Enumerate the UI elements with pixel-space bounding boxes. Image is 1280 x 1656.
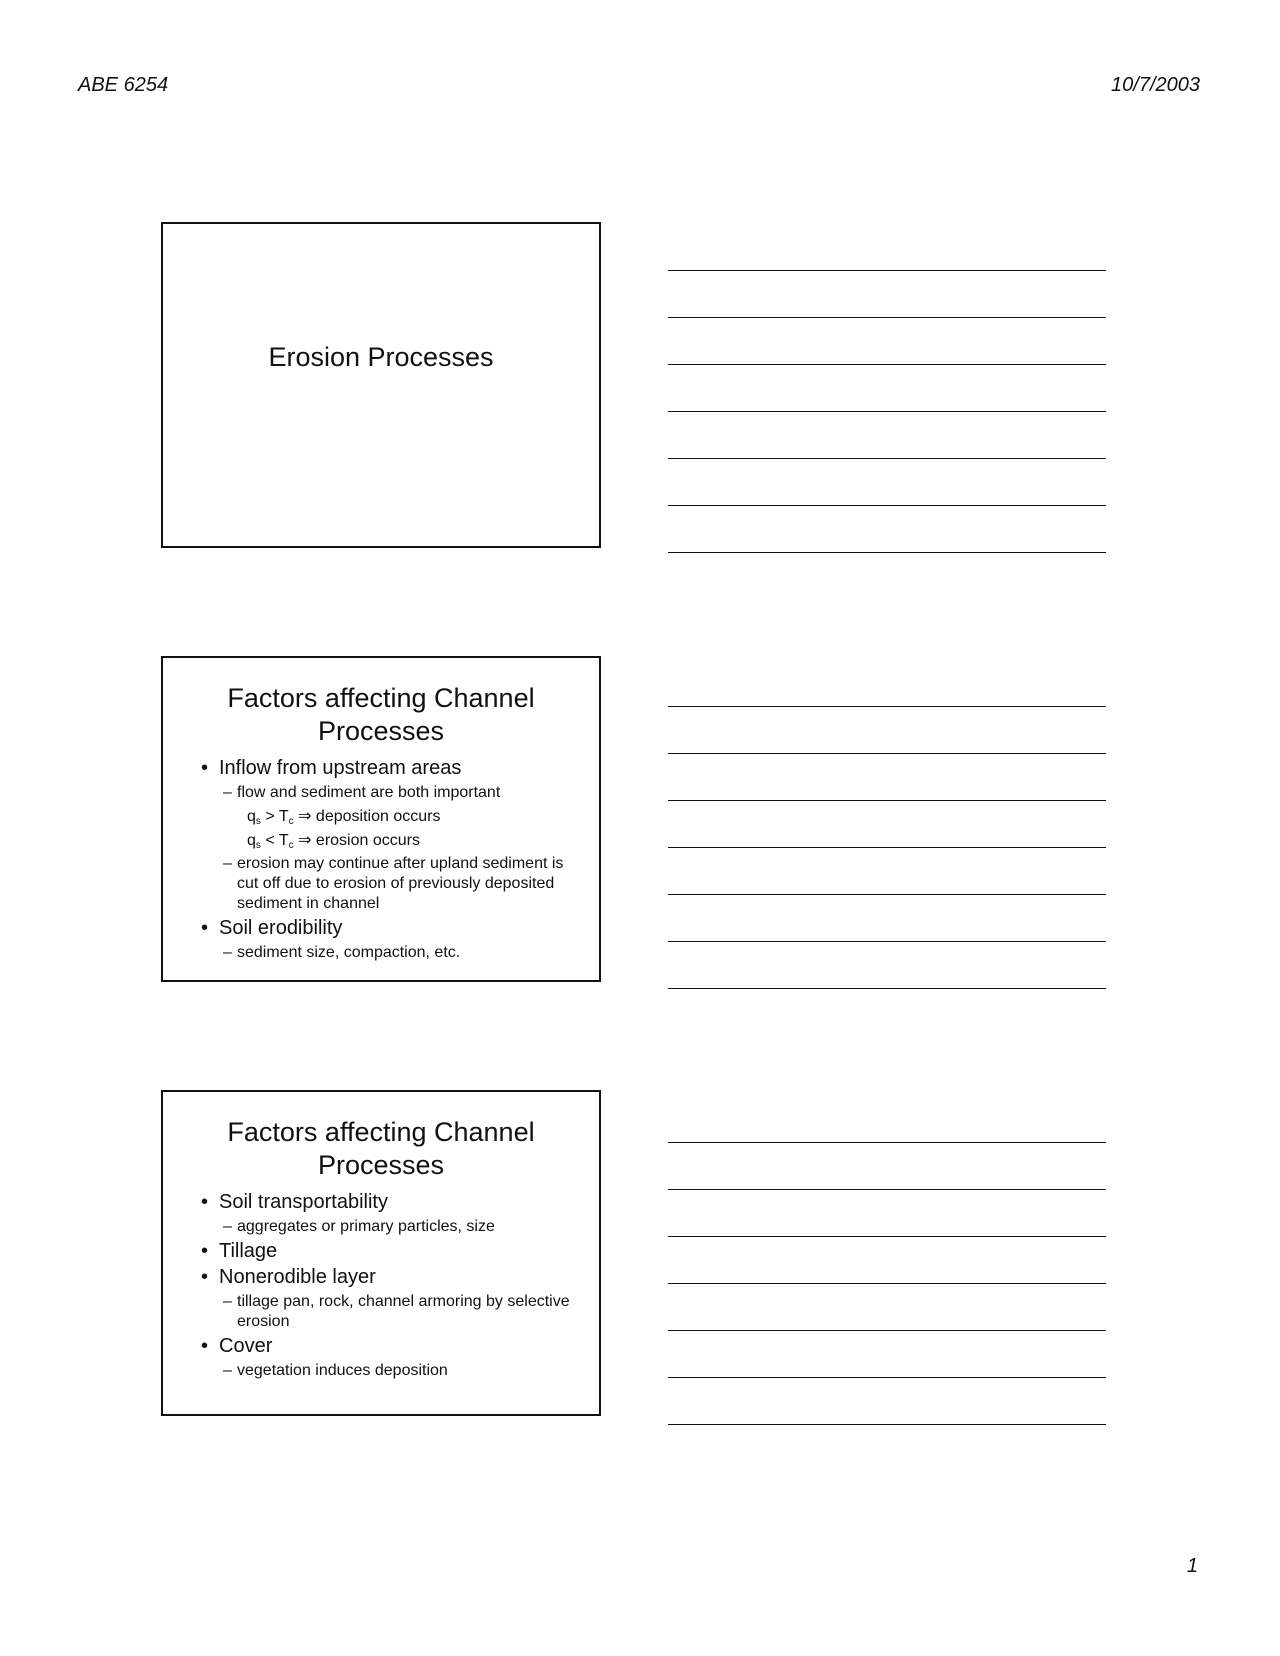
bullet-item bbox=[201, 1239, 585, 1263]
slide-3-title-line2: Processes bbox=[317, 1150, 445, 1180]
slide-2-content bbox=[163, 756, 599, 963]
bullet-text: Cover bbox=[219, 1335, 273, 1357]
note-line bbox=[668, 317, 1106, 318]
note-line bbox=[668, 847, 1106, 848]
bullet-item bbox=[201, 1190, 585, 1214]
sub-item bbox=[223, 1361, 585, 1381]
sub-item bbox=[223, 854, 585, 914]
bullet-icon: • bbox=[201, 1335, 209, 1357]
sub-item-text: erosion may continue after upland sediment is cut off due to erosion of previously deposited sediment in channel bbox=[237, 855, 564, 912]
slide-2 bbox=[161, 656, 601, 982]
note-line bbox=[668, 505, 1106, 506]
sub-item bbox=[223, 783, 585, 803]
note-line bbox=[668, 411, 1106, 412]
sub-item-text: aggregates or primary particles, size bbox=[237, 1218, 495, 1235]
slide-3-title bbox=[163, 1116, 599, 1182]
equation-q-subscript: s bbox=[255, 816, 261, 827]
note-line bbox=[668, 988, 1106, 989]
equation-result: ⇒ erosion occurs bbox=[293, 832, 420, 849]
dash-icon: – bbox=[223, 855, 232, 872]
slide-1-title: Erosion Processes bbox=[268, 342, 494, 372]
sub-item bbox=[223, 943, 585, 963]
slide-3-title-line1: Factors affecting Channel bbox=[227, 1117, 535, 1147]
handout-date: 10/7/2003 bbox=[1111, 74, 1200, 96]
equation-q: q bbox=[247, 808, 256, 825]
equation-t-subscript: c bbox=[288, 840, 294, 851]
dash-icon: – bbox=[223, 1293, 232, 1310]
slide-3 bbox=[161, 1090, 601, 1416]
slide-2-title-line1: Factors affecting Channel bbox=[227, 683, 535, 713]
note-line bbox=[668, 894, 1106, 895]
note-line bbox=[668, 552, 1106, 553]
note-line bbox=[668, 1142, 1106, 1143]
bullet-text: Nonerodible layer bbox=[219, 1266, 376, 1288]
bullet-item bbox=[201, 1334, 585, 1358]
sub-item-text: flow and sediment are both important bbox=[237, 784, 501, 801]
note-line bbox=[668, 1236, 1106, 1237]
bullet-text: Soil transportability bbox=[219, 1191, 388, 1213]
page-number: 1 bbox=[1186, 1555, 1198, 1577]
sub-item-text: tillage pan, rock, channel armoring by selective erosion bbox=[237, 1293, 570, 1330]
bullet-icon: • bbox=[201, 1191, 209, 1213]
note-line bbox=[668, 706, 1106, 707]
dash-icon: – bbox=[223, 1218, 232, 1235]
bullet-icon: • bbox=[201, 1266, 209, 1288]
note-line bbox=[668, 800, 1106, 801]
dash-icon: – bbox=[223, 944, 232, 961]
equation-q-subscript: s bbox=[255, 840, 261, 851]
note-line bbox=[668, 458, 1106, 459]
sub-item-text: vegetation induces deposition bbox=[237, 1362, 448, 1379]
equation-t-subscript: c bbox=[288, 816, 294, 827]
bullet-icon: • bbox=[201, 917, 209, 939]
equation-operator: > T bbox=[260, 808, 289, 825]
sub-item bbox=[223, 1292, 585, 1332]
bullet-icon: • bbox=[201, 757, 209, 779]
slide-2-title-line2: Processes bbox=[317, 716, 445, 746]
sub-item-text: sediment size, compaction, etc. bbox=[237, 944, 461, 961]
bullet-icon: • bbox=[201, 1240, 209, 1262]
note-line bbox=[668, 1424, 1106, 1425]
note-line bbox=[668, 364, 1106, 365]
equation-q: q bbox=[247, 832, 256, 849]
bullet-text: Soil erodibility bbox=[219, 917, 343, 939]
note-line bbox=[668, 1189, 1106, 1190]
slide-3-content bbox=[163, 1190, 599, 1381]
equation-deposition bbox=[247, 807, 585, 827]
note-line bbox=[668, 1330, 1106, 1331]
bullet-text: Tillage bbox=[219, 1240, 278, 1262]
note-line bbox=[668, 941, 1106, 942]
slide-2-title bbox=[163, 682, 599, 748]
bullet-item bbox=[201, 1265, 585, 1289]
slide-1 bbox=[161, 222, 601, 548]
course-code: ABE 6254 bbox=[78, 74, 169, 96]
note-line bbox=[668, 1377, 1106, 1378]
equation-result: ⇒ deposition occurs bbox=[293, 808, 441, 825]
bullet-text: Inflow from upstream areas bbox=[219, 757, 462, 779]
note-line bbox=[668, 270, 1106, 271]
note-line bbox=[668, 753, 1106, 754]
bullet-item bbox=[201, 916, 585, 940]
sub-item bbox=[223, 1217, 585, 1237]
equation-erosion bbox=[247, 831, 585, 851]
dash-icon: – bbox=[223, 784, 232, 801]
dash-icon: – bbox=[223, 1362, 232, 1379]
note-line bbox=[668, 1283, 1106, 1284]
equation-operator: < T bbox=[260, 832, 289, 849]
bullet-item bbox=[201, 756, 585, 780]
